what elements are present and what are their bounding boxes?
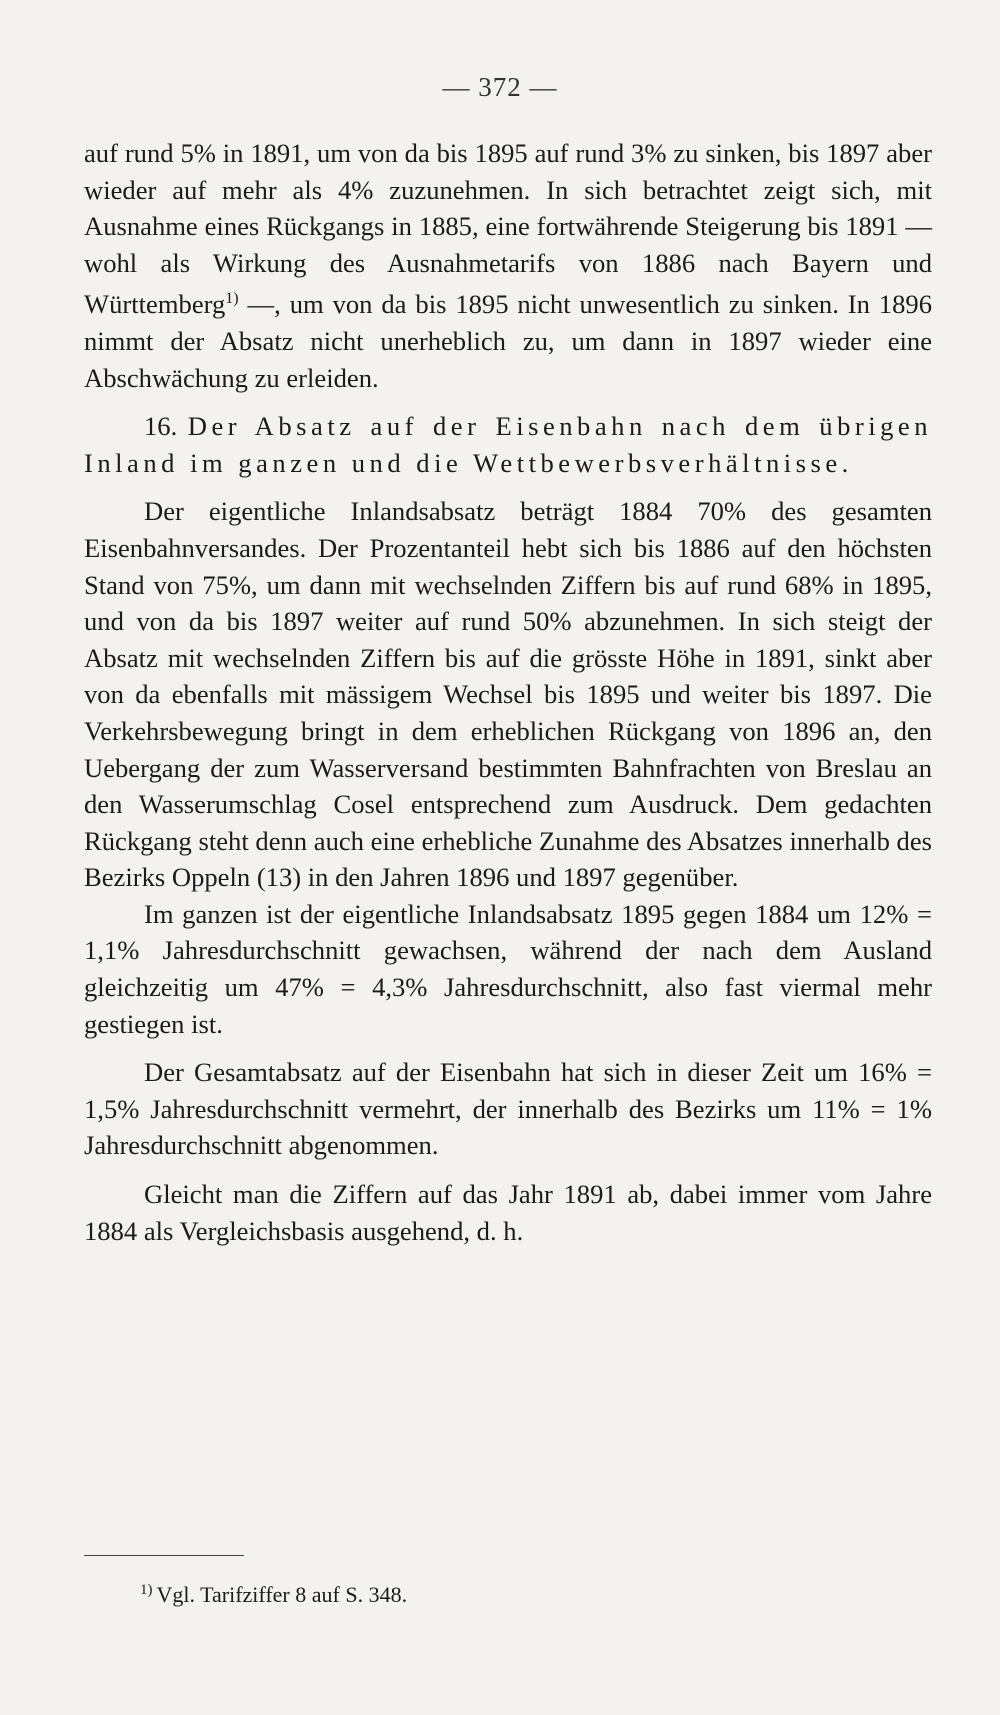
paragraph-5: Gleicht man die Ziffern auf das Jahr 1891 ab, dabei immer vom Jahre 1884 als Vergleichsbasis ausgehend, d. h.: [84, 1179, 932, 1246]
footnote-reference: 1): [225, 290, 239, 308]
footnote-text: Vgl. Tarifziffer 8 auf S. 348.: [156, 1582, 408, 1607]
paragraph-4: Der Gesamtabsatz auf der Eisenbahn hat sich in dieser Zeit um 16% = 1,5% Jahresdurchschnitt vermehrt, der innerhalb des Bezirks um 11% = 1% Jahresdurchschnitt abgenommen.: [84, 1057, 932, 1161]
section-title: Der Absatz auf der Eisenbahn nach dem übrigen Inland im ganzen und die Wettbewerbsverhältnisse.: [84, 411, 933, 478]
footnote-separator: [84, 1555, 244, 1556]
paragraph-2: Der eigentliche Inlandsabsatz beträgt 1884 70% des gesamten Eisenbahnversandes. Der Prozentanteil hebt sich bis 1886 auf den höchsten Stand von 75%, um dann mit wechselnden Ziffern bis auf rund 68% in 1895, und von da bis 1897 weiter auf rund 50% abzunehmen. In sich steigt der Absatz mit wechselnden Ziffern bis auf die grösste Höhe in 1891, sinkt aber von da ebenfalls mit mässigem Wechsel bis 1895 und weiter bis 1897. Die Verkehrsbewegung bringt in dem erheblichen Rückgang von 1896 an, den Uebergang der zum Wasserversand bestimmten Bahnfrachten von Breslau an den Wasserumschlag Cosel entsprechend zum Ausdruck. Dem gedachten Rückgang steht denn auch eine erhebliche Zunahme des Absatzes innerhalb des Bezirks Oppeln (13) in den Jahren 1896 und 1897 gegenüber.: [84, 496, 932, 893]
paragraph-1-tail: —, um von da bis 1895 nicht unwesentlich zu sinken. In 1896 nimmt der Absatz nicht unerheblich zu, um dann in 1897 wieder eine Abschwächung zu erleiden.: [84, 289, 932, 393]
paragraph-1-text: auf rund 5% in 1891, um von da bis 1895 auf rund 3% zu sinken, bis 1897 aber wieder auf mehr als 4% zuzunehmen. In sich betrachtet zeigt sich, mit Ausnahme eines Rückgangs in 1885, eine fortwährende Steigerung bis 1891 — wohl als Wirkung des Ausnahmetarifs von 1886 nach Bayern und Württemberg: [84, 138, 932, 320]
paragraph-3: Im ganzen ist der eigentliche Inlandsabsatz 1895 gegen 1884 um 12% = 1,1% Jahresdurchschnitt gewachsen, während der nach dem Ausland gleichzeitig um 47% = 4,3% Jahresdurchschnitt, also fast viermal mehr gestiegen ist.: [84, 898, 932, 1039]
body-text: [84, 135, 932, 1249]
paragraph-continuation: [84, 135, 932, 396]
section-16-heading: [84, 408, 932, 481]
page-number: — 372 —: [442, 72, 558, 102]
section-number: 16.: [144, 411, 188, 442]
footnote: [140, 1575, 900, 1610]
footnote-marker: 1): [140, 1582, 153, 1598]
